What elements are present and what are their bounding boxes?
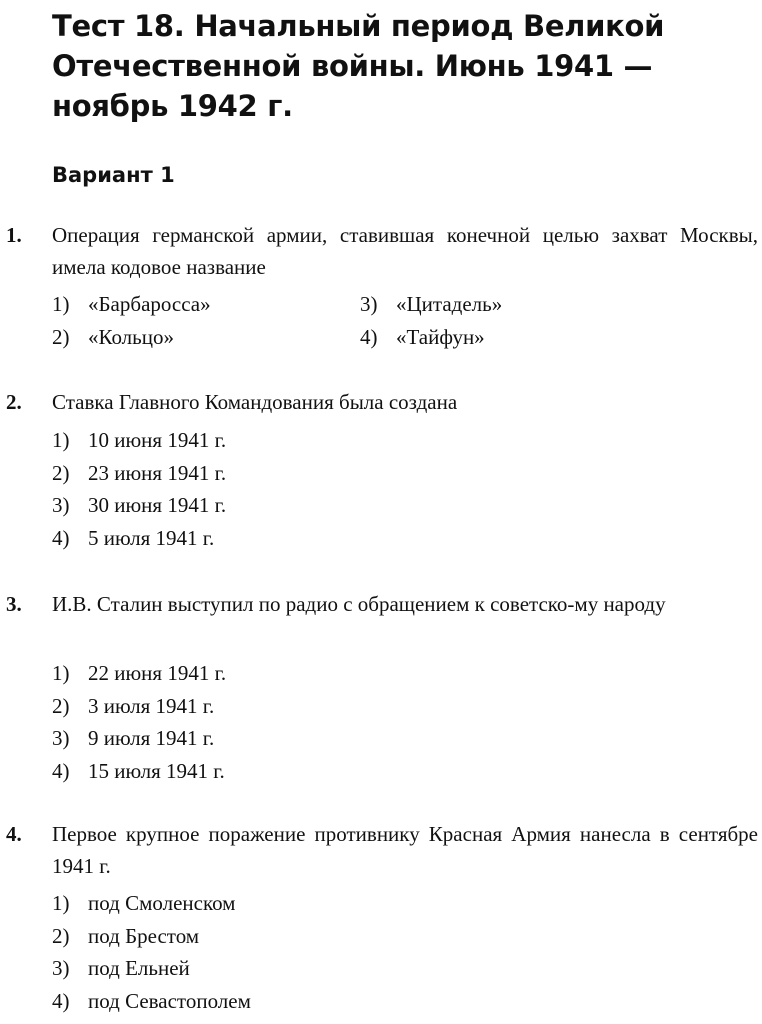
option-number: 1): [52, 292, 70, 316]
option-number: 4): [52, 988, 70, 1013]
option-text: под Смоленском: [88, 891, 236, 915]
option-text: 22 июня 1941 г.: [88, 661, 227, 685]
question-text: Ставка Главного Командования была создана: [52, 390, 458, 414]
option-number: 2): [52, 923, 70, 948]
option-number: 3): [52, 726, 70, 750]
options-list: [52, 288, 660, 353]
options-list: [52, 424, 226, 554]
option-1[interactable]: [52, 887, 251, 920]
option-text: 5 июля 1941 г.: [88, 525, 215, 550]
option-text: под Ельней: [88, 956, 190, 980]
question-number: 3.: [6, 592, 22, 616]
option-3[interactable]: [52, 489, 226, 522]
option-number: 1): [52, 661, 70, 685]
option-text: 23 июня 1941 г.: [88, 460, 227, 485]
options-list: [52, 657, 226, 787]
option-1[interactable]: [52, 657, 226, 690]
option-number: 2): [52, 324, 70, 349]
option-text: «Кольцо»: [88, 324, 174, 349]
option-2[interactable]: [52, 321, 360, 354]
question-number: 4.: [6, 822, 22, 846]
option-1[interactable]: [52, 288, 360, 321]
option-number: 4): [52, 758, 70, 783]
option-text: под Брестом: [88, 923, 200, 948]
page-title: Тест 18. Начальный период Великой Отечественной войны. Июнь 1941 — ноябрь 1942 г.: [52, 9, 665, 123]
question-text: Операция германской армии, ставившая конечной целью захват Москвы, имела кодовое название: [52, 223, 758, 279]
option-2[interactable]: [52, 457, 226, 490]
option-3[interactable]: [52, 952, 251, 985]
question-number: 2.: [6, 390, 22, 414]
option-number: 1): [52, 891, 70, 915]
option-3[interactable]: [360, 288, 660, 321]
option-4[interactable]: [360, 321, 660, 354]
option-3[interactable]: [52, 722, 226, 755]
option-text: 15 июля 1941 г.: [88, 758, 225, 783]
option-text: «Тайфун»: [396, 324, 485, 349]
question-number: 1.: [6, 223, 22, 247]
option-4[interactable]: [52, 522, 226, 555]
option-number: 3): [52, 956, 70, 980]
option-number: 3): [52, 493, 70, 517]
option-number: 4): [360, 324, 378, 349]
option-4[interactable]: [52, 985, 251, 1018]
option-2[interactable]: [52, 920, 251, 953]
option-number: 1): [52, 428, 70, 452]
option-text: 30 июня 1941 г.: [88, 493, 227, 517]
option-text: «Цитадель»: [396, 292, 503, 316]
option-text: «Барбаросса»: [88, 292, 211, 316]
option-4[interactable]: [52, 755, 226, 788]
option-2[interactable]: [52, 690, 226, 723]
question-text: Первое крупное поражение противнику Красная Армия нанесла в сентябре 1941 г.: [52, 822, 758, 878]
option-number: 4): [52, 525, 70, 550]
variant-heading: Вариант 1: [52, 163, 175, 187]
option-number: 3): [360, 292, 378, 316]
option-text: под Севастополем: [88, 988, 251, 1013]
option-1[interactable]: [52, 424, 226, 457]
option-text: 9 июля 1941 г.: [88, 726, 215, 750]
option-number: 2): [52, 693, 70, 718]
option-number: 2): [52, 460, 70, 485]
option-text: 10 июня 1941 г.: [88, 428, 227, 452]
options-list: [52, 887, 251, 1017]
option-text: 3 июля 1941 г.: [88, 693, 215, 718]
question-text: И.В. Сталин выступил по радио с обращением к советско-му народу: [52, 592, 666, 616]
